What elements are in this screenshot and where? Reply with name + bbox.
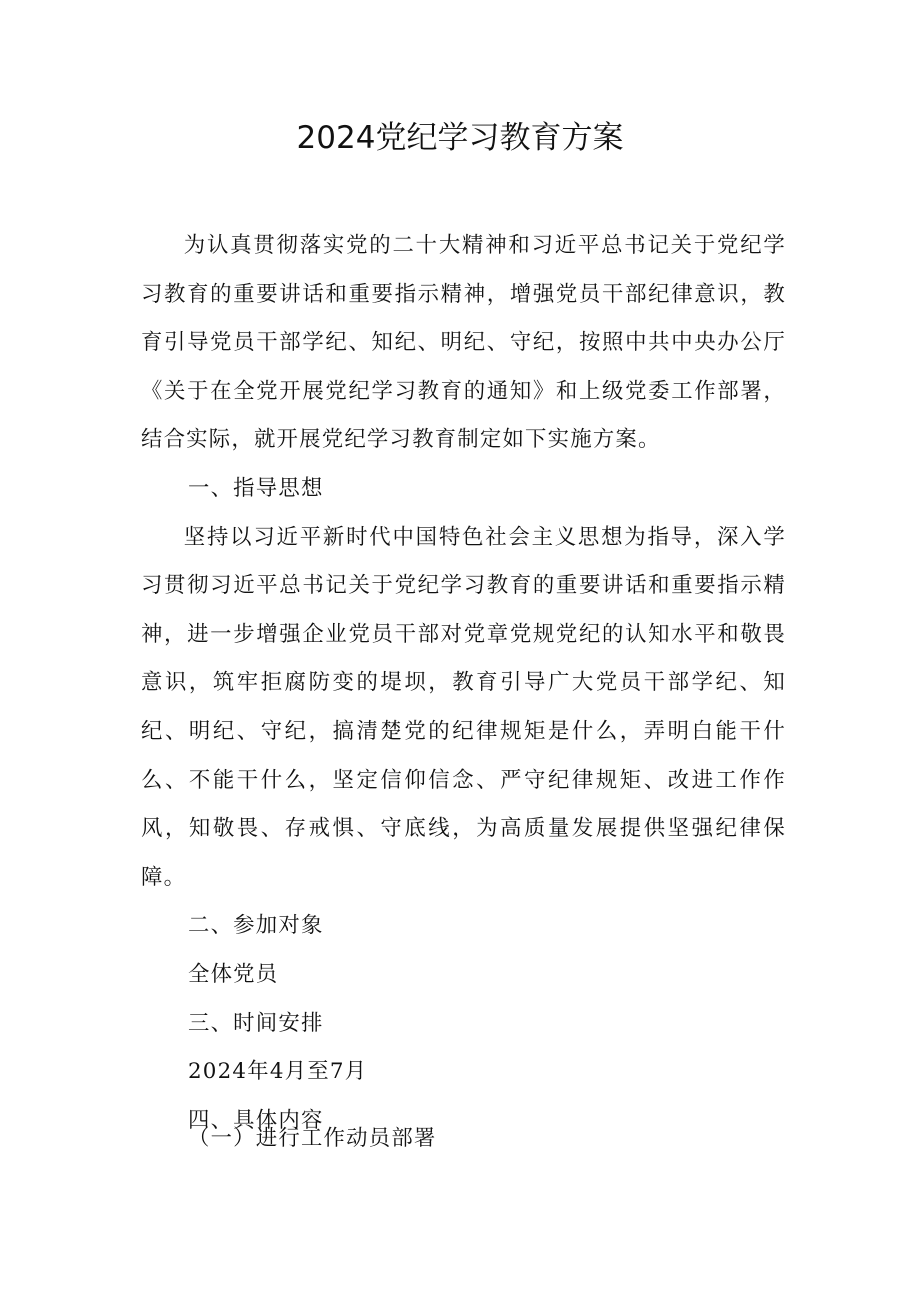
document-body (141, 222, 786, 1145)
subsection-heading-mobilization: （一）进行工作动员部署 (188, 1126, 437, 1151)
document-title: 2024党纪学习教育方案 (296, 120, 624, 156)
participants-text: 全体党员 (188, 961, 279, 987)
section-heading-schedule: 三、时间安排 (188, 1010, 324, 1036)
schedule-text: 2024年4月至7月 (188, 1059, 368, 1085)
section-heading-guiding-ideology: 一、指导思想 (188, 475, 324, 501)
intro-paragraph: 为认真贯彻落实党的二十大精神和习近平总书记关于党纪学习教育的重要讲话和重要指示精神，增强党员干部纪律意识，教育引导党员干部学纪、知纪、明纪、守纪，按照中共中央办公厅《关于在全党开展党纪学习教育的通知》和上级党委工作部署，结合实际，就开展党纪学习教育制定如下实施方案。 (141, 233, 786, 453)
section-heading-participants: 二、参加对象 (188, 913, 324, 939)
guiding-ideology-paragraph: 坚持以习近平新时代中国特色社会主义思想为指导，深入学习贯彻习近平总书记关于党纪学习教育的重要讲话和重要指示精神，进一步增强企业党员干部对党章党规党纪的认知水平和敬畏意识，筑牢拒腐防变的堤坝，教育引导广大党员干部学纪、知纪、明纪、守纪，搞清楚党的纪律规矩是什么，弄明白能干什么、不能干什么，坚定信仰信念、严守纪律规矩、改进工作作风，知敬畏、存戒惧、守底线，为高质量发展提供坚强纪律保障。 (141, 524, 786, 890)
section-heading-content: 四、具体内容 (188, 1107, 324, 1133)
